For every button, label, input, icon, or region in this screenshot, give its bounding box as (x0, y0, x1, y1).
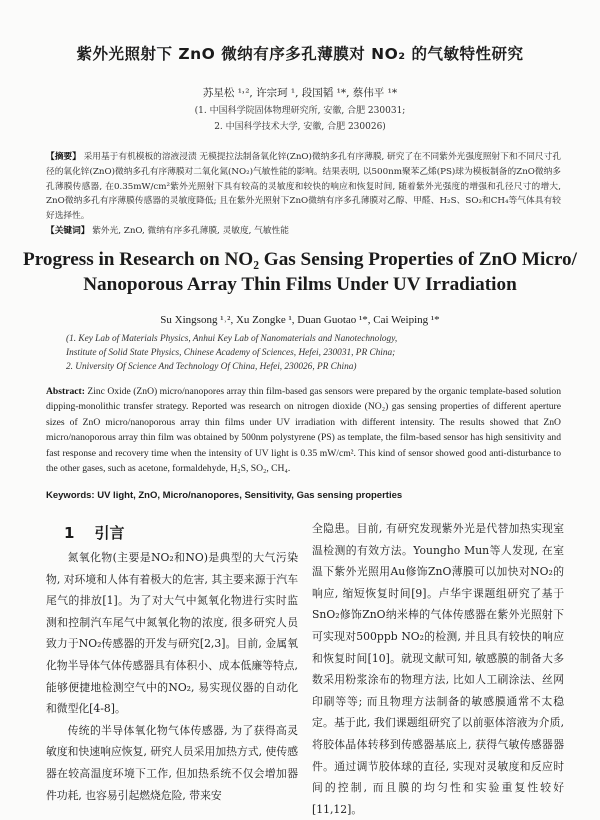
section-heading (64, 522, 124, 543)
english-affiliation-3: 2. University Of Science And Technology Of China, Hefei, 230026, PR China) (66, 362, 357, 372)
chinese-abstract-label: 【摘要】 (46, 152, 81, 162)
chinese-authors: 苏星松 ¹˒², 许宗珂 ¹, 段国韬 ¹*, 蔡伟平 ¹* (202, 87, 398, 99)
right-paragraph-1: 全隐患。目前, 有研究发现紫外光是代替加热实现室温检测的有效方法。Youngho Mun等人发现, 在室温下紫外光照用Au修饰ZnO薄膜可以加快对NO₂的响应, 缩短恢复时间[9]。卢华宇课题组研究了基于SnO₂修饰ZnO纳米棒的气体传感器在紫外光照射下可实现对500ppb NO₂的检测, 并且具有较快的响应和恢复时间[10]。就现文献可知, 敏感膜的制备大多数采用粉浆涂布的物理方法, 比如人工刷涂法、丝网印刷等等; 而且物理方法制备的敏感膜通常不太稳定。基于此, 我们课题组研究了以前驱体溶液为介质, 将胶体晶体转移到传感器基底上, 获得气敏传感器器件。通过调节胶体球的直径, 实现对灵敏度和反应时间的控制, 而且膜的均匀性和实验重复性较好[11,12]。 (312, 522, 564, 816)
chinese-keywords-label: 【关键词】 (46, 225, 90, 236)
english-keywords-text: UV light, ZnO, Micro/nanopores, Sensitivity, Gas sensing properties (97, 490, 403, 501)
chinese-keywords-text: 紫外光, ZnO, 微纳有序多孔薄膜, 灵敏度, 气敏性能 (92, 225, 289, 236)
chinese-abstract (46, 150, 561, 239)
chinese-affiliation-2: 2. 中国科学技术大学, 安徽, 合肥 230026) (214, 122, 386, 132)
english-keywords-label: Keywords: (46, 490, 95, 501)
section-number: 1 (64, 524, 75, 542)
english-abstract (46, 384, 561, 476)
left-column (46, 547, 298, 806)
english-authors: Su Xingsong ¹˒², Xu Zongke ¹, Duan Guotao ¹*, Cai Weiping ¹* (160, 314, 440, 326)
section-title: 引言 (94, 524, 125, 542)
chinese-affiliation-1: (1. 中国科学院固体物理研究所, 安徽, 合肥 230031; (194, 106, 406, 116)
english-keywords (46, 490, 561, 501)
english-title-line-2: Nanoporous Array Thin Films Under UV Irradiation (83, 274, 517, 295)
english-abstract-label: Abstract: (46, 386, 85, 397)
left-paragraph-2: 传统的半导体氧化物气体传感器, 为了获得高灵敏度和快速响应恢复, 研究人员采用加热方式, 使传感器在较高温度环境下工作, 但加热系统不仅会增加器件功耗, 也容易引起燃烧危险, 带来安 (46, 723, 298, 802)
english-abstract-text: Zinc Oxide (ZnO) micro/nanopores array thin film-based gas sensors were prepared by the organic template-based solution dipping-monolithic transfer strategy. Reported was research on nitrogen dioxide (NO₂) gas sensing properties of different aperture sizes of ZnO micro/nanoporous array thin films under UV irradiation with different intensity. The results showed that ZnO micro/nanoporous array thin film was obtained by 500nm polystyrene (PS) as template, the film-based sensor has high sensitivity and fast response and recovery time when the intensity of UV light is 0.35 mW/cm². This kind of sensor showed good anti-disturbance to the other gases, such as acetone, formaldehyde, H₂S, SO₂, CH₄. (46, 386, 561, 475)
left-paragraph-1: 氮氧化物(主要是NO₂和NO)是典型的大气污染物, 对环境和人体有着极大的危害, 其主要来源于汽车尾气的排放[1]。为了对大气中氮氧化物进行实时监测和控制汽车尾气中氮氧化物的浓度, 很多研究人员致力于NO₂传感器的开发与研究[2,3]。目前, 金属氧化物半导体气体传感器具有体积小、成本低廉等特点, 能够便捷地检测空气中的NO₂, 易实现仪器的自动化和微型化[4-8]。 (46, 551, 298, 716)
chinese-abstract-text: 采用基于有机模板的溶液浸渍 无模提拉法制备氧化锌(ZnO)微纳多孔有序薄膜, 研究了在不同紫外光强度照射下和不同尺寸孔径的氧化锌(ZnO)微纳多孔有序薄膜对二氧化氮(NO₂)气敏性能的影响。结果表明, 以500nm聚苯乙烯(PS)球为模板制备的ZnO微纳多孔薄膜传感器, 在0.35mW/cm²紫外光照射下具有较高的灵敏度和较快的响应和恢复时间, 随着紫外光强度的增强和孔径尺寸的增大, ZnO微纳多孔有序薄膜传感器的灵敏度降低; 且在紫外光照射下ZnO微纳有序多孔薄膜对乙醇、甲醛、H₂S、SO₂和CH₄等气体具有较好选择性。 (46, 152, 562, 222)
chinese-title: 紫外光照射下 ZnO 微纳有序多孔薄膜对 NO₂ 的气敏特性研究 (76, 45, 524, 63)
english-title-line-1: Progress in Research on NO₂ Gas Sensing Properties of ZnO Micro/ (22, 249, 577, 270)
english-affiliation-2: Institute of Solid State Physics, Chinese Academy of Sciences, Hefei, 230031, PR China; (66, 348, 396, 358)
english-affiliation-1: (1. Key Lab of Materials Physics, Anhui Key Lab of Nanomaterials and Nanotechnology, (66, 334, 398, 344)
right-column (312, 518, 564, 820)
